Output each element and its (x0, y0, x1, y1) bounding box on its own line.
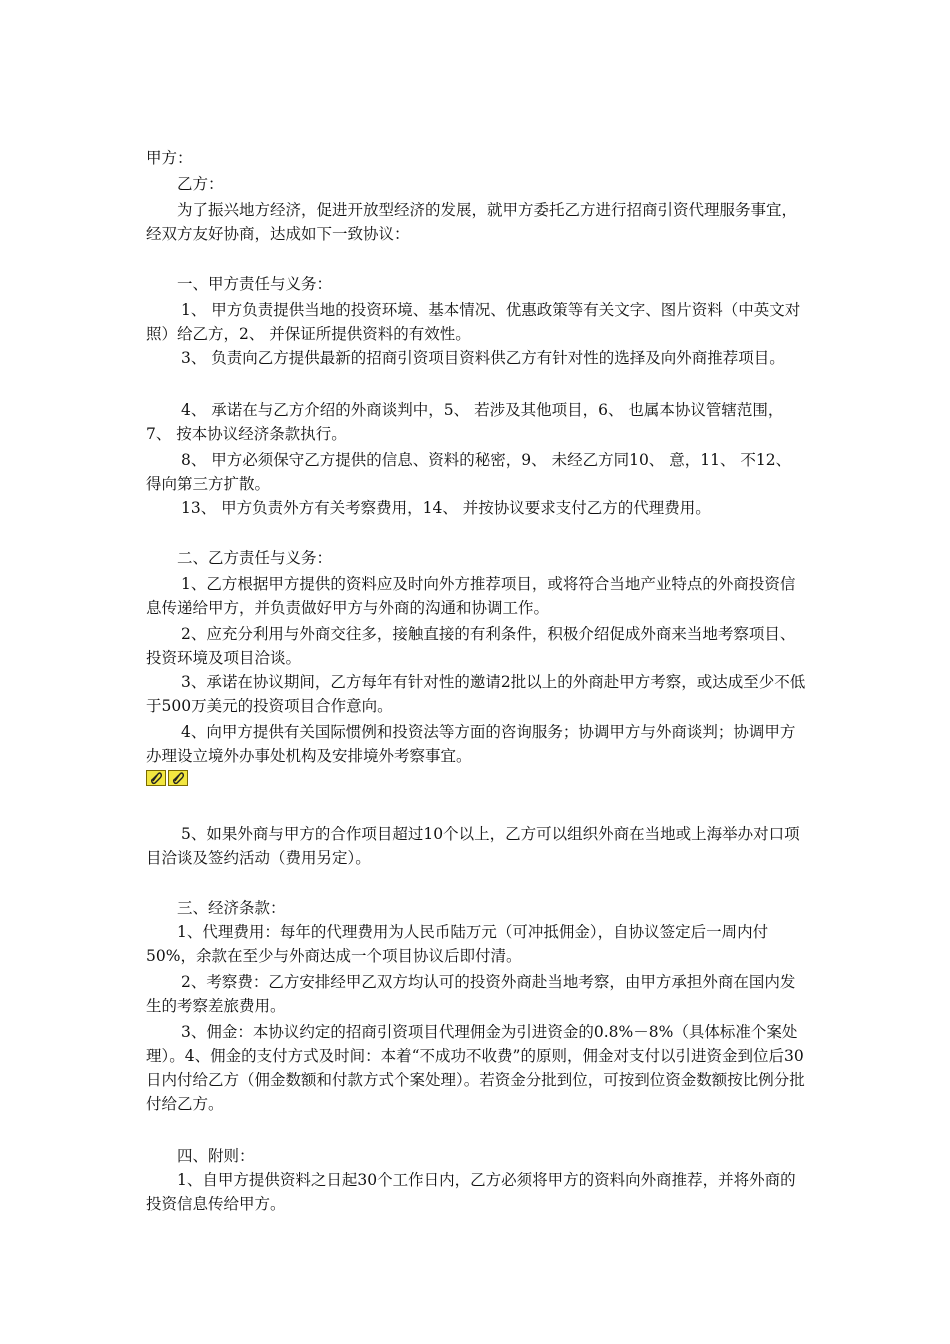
section-2-item-2: 2、应充分利用与外商交往多，接触直接的有利条件，积极介绍促成外商来当地考察项目、投资环境及项目洽谈。 (146, 625, 796, 667)
section-2-title: 二、乙方责任与义务： (177, 549, 333, 567)
intro-paragraph: 为了振兴地方经济，促进开放型经济的发展，就甲方委托乙方进行招商引资代理服务事宜，经双方友好协商，达成如下一致协议： (146, 201, 798, 243)
party-b-label: 乙方： (177, 175, 224, 193)
section-2-item-1: 1、乙方根据甲方提供的资料应及时向外方推荐项目，或将符合当地产业特点的外商投资信息传递给甲方，并负责做好甲方与外商的沟通和协调工作。 (146, 575, 796, 617)
section-3-title: 三、经济条款： (177, 899, 286, 917)
section-3-item-2: 2、考察费：乙方安排经甲乙双方均认可的投资外商赴当地考察，由甲方承担外商在国内发生的考察差旅费用。 (146, 973, 796, 1015)
section-3-item-1: 1、代理费用：每年的代理费用为人民币陆万元（可冲抵佣金），自协议签定后一周内付50%，余款在至少与外商达成一个项目协议后即付清。 (146, 923, 769, 965)
section-4-title: 四、附则： (177, 1147, 255, 1165)
section-2-item-3: 3、承诺在协议期间，乙方每年有针对性的邀请2批以上的外商赴甲方考察，或达成至少不低于500万美元的投资项目合作意向。 (146, 673, 806, 715)
section-2-item-4: 4、向甲方提供有关国际惯例和投资法等方面的咨询服务；协调甲方与外商谈判；协调甲方办理设立境外办事处机构及安排境外考察事宜。 (146, 723, 796, 765)
section-1-item-8: 8、 甲方必须保守乙方提供的信息、资料的秘密，9、 未经乙方同10、 意，11、 不12、 得向第三方扩散。 (146, 451, 792, 493)
attachment-icon[interactable] (168, 770, 188, 786)
section-3-item-3: 3、佣金：本协议约定的招商引资项目代理佣金为引进资金的0.8%－8%（具体标准个案处理）。4、佣金的支付方式及时间：本着“不成功不收费”的原则，佣金对支付以引进资金到位后30日内付给乙方（佣金数额和付款方式个案处理）。若资金分批到位，可按到位资金数额按比例分批付给乙方。 (146, 1023, 805, 1113)
party-a-label: 甲方： (146, 149, 193, 167)
section-1-item-1: 1、 甲方负责提供当地的投资环境、基本情况、优惠政策等有关文字、图片资料（中英文对照）给乙方，2、 并保证所提供资料的有效性。 (146, 301, 801, 343)
section-1-title: 一、甲方责任与义务： (177, 275, 333, 293)
section-4-item-1: 1、自甲方提供资料之日起30个工作日内，乙方必须将甲方的资料向外商推荐，并将外商的投资信息传给甲方。 (146, 1171, 796, 1213)
section-1-item-13: 13、 甲方负责外方有关考察费用，14、 并按协议要求支付乙方的代理费用。 (181, 499, 711, 517)
section-2-item-5: 5、如果外商与甲方的合作项目超过10个以上，乙方可以组织外商在当地或上海举办对口项目洽谈及签约活动（费用另定）。 (146, 825, 800, 867)
section-1-item-4: 4、 承诺在与乙方介绍的外商谈判中，5、 若涉及其他项目，6、 也属本协议管辖范围，7、 按本协议经济条款执行。 (146, 401, 784, 443)
embedded-objects (146, 770, 188, 788)
section-1-item-3: 3、 负责向乙方提供最新的招商引资项目资料供乙方有针对性的选择及向外商推荐项目。 (181, 349, 785, 367)
attachment-icon[interactable] (146, 770, 166, 786)
